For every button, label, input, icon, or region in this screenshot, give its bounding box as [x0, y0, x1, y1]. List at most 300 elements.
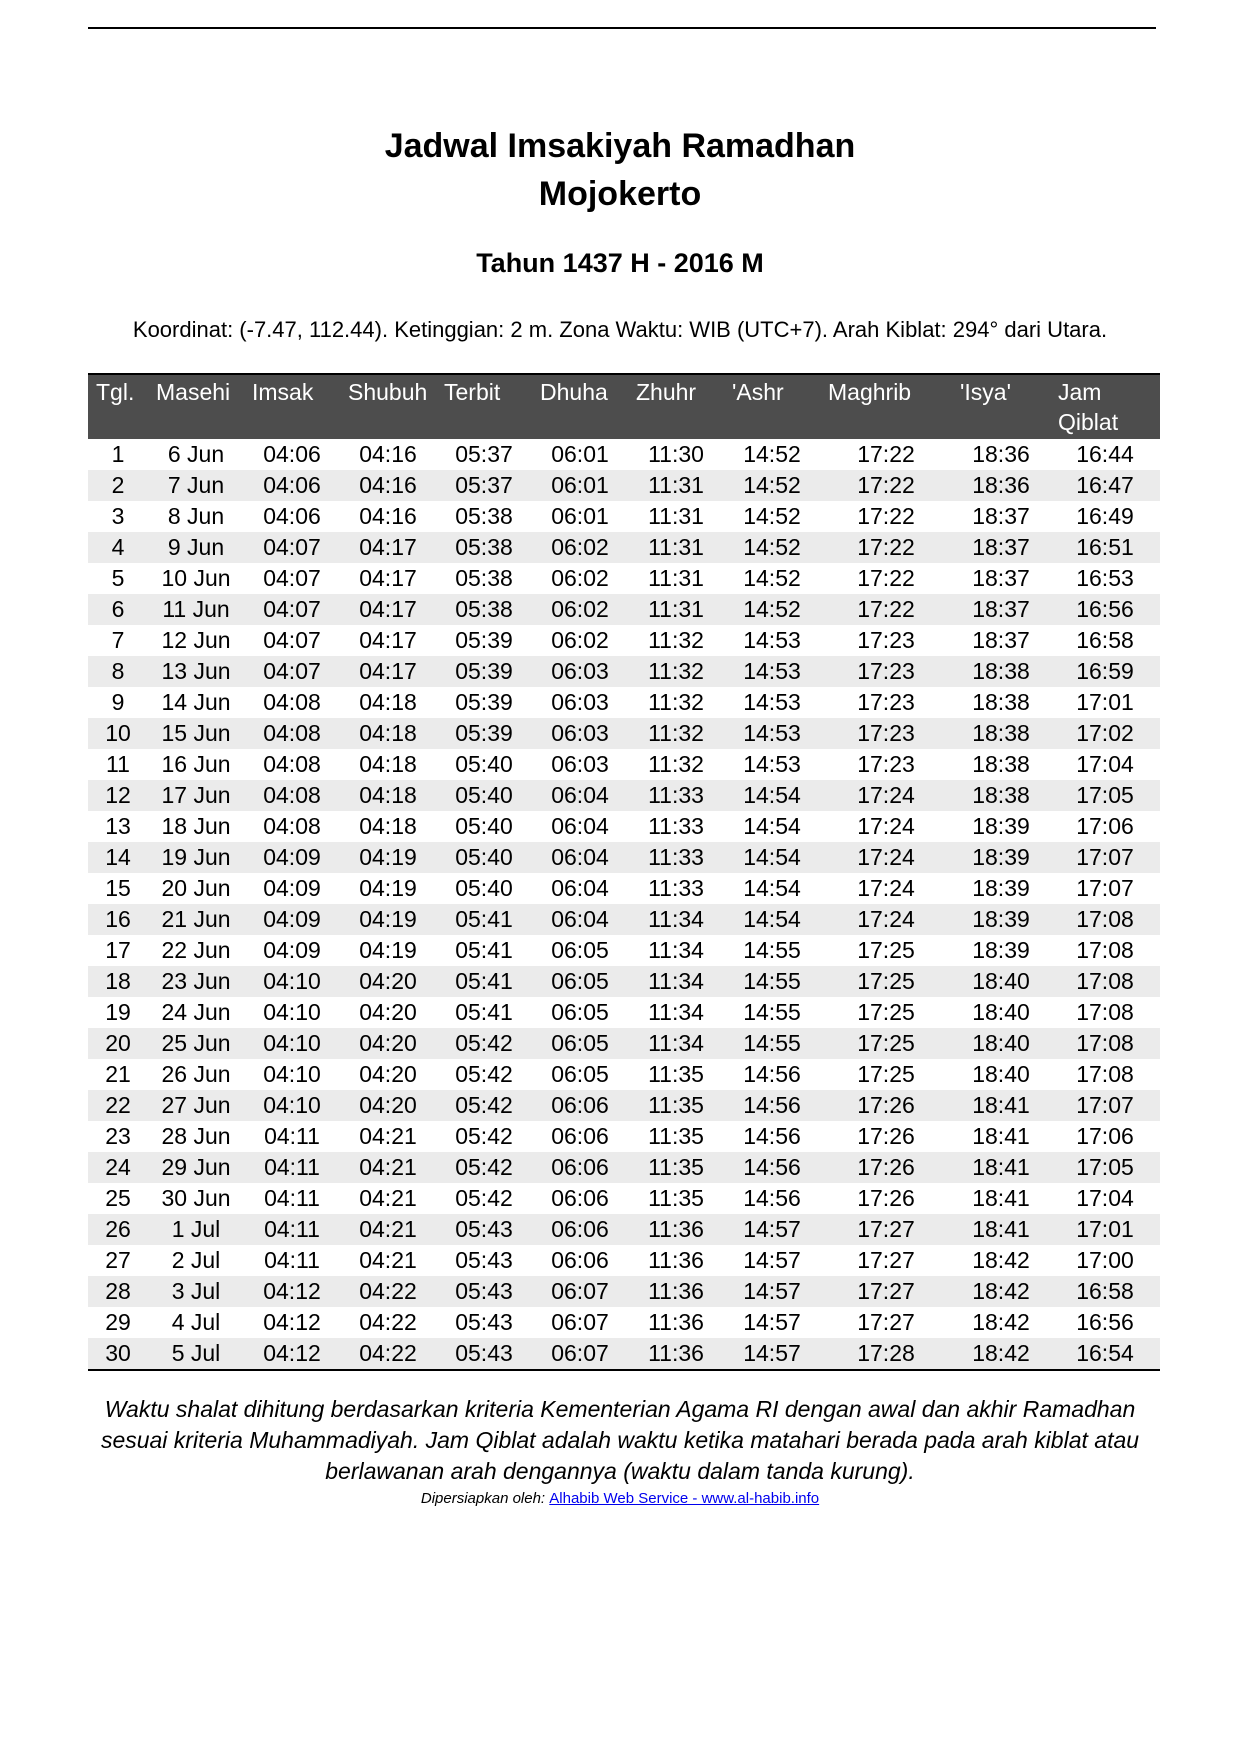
cell-terbit: 05:37: [455, 472, 513, 498]
cell-imsak: 04:10: [263, 1030, 321, 1056]
cell-masehi: 27 Jun: [161, 1092, 231, 1118]
cell-maghrib: 17:24: [857, 813, 915, 839]
cell-shubuh: 04:16: [359, 503, 417, 529]
cell-zhuhr: 11:31: [648, 503, 704, 529]
cell-tgl: 12: [105, 782, 131, 808]
cell-masehi: 30 Jun: [161, 1185, 231, 1211]
cell-masehi: 20 Jun: [161, 875, 231, 901]
cell-zhuhr: 11:31: [648, 596, 704, 622]
table-row: [88, 1121, 1160, 1152]
cell-jam-qiblat: 17:07: [1076, 1092, 1134, 1118]
cell-shubuh: 04:18: [359, 751, 417, 777]
cell-shubuh: 04:19: [359, 875, 417, 901]
cell-dhuha: 06:06: [551, 1185, 609, 1211]
table-row: [88, 842, 1160, 873]
cell-terbit: 05:41: [455, 999, 513, 1025]
cell-imsak: 04:06: [263, 441, 321, 467]
cell-masehi: 21 Jun: [161, 906, 231, 932]
cell-tgl: 4: [111, 534, 125, 560]
cell-maghrib: 17:22: [857, 472, 915, 498]
cell-zhuhr: 11:32: [648, 627, 704, 653]
table-row: [88, 966, 1160, 997]
cell-zhuhr: 11:34: [648, 906, 704, 932]
cell-tgl: 19: [105, 999, 131, 1025]
cell-masehi: 18 Jun: [161, 813, 231, 839]
cell-tgl: 16: [105, 906, 131, 932]
cell-ashr: 14:56: [743, 1092, 801, 1118]
cell-tgl: 29: [105, 1309, 131, 1335]
cell-masehi: 3 Jul: [171, 1278, 221, 1304]
cell-jam-qiblat: 17:05: [1076, 1154, 1134, 1180]
cell-tgl: 27: [105, 1247, 131, 1273]
cell-dhuha: 06:03: [551, 689, 609, 715]
cell-jam-qiblat: 17:06: [1076, 1123, 1134, 1149]
cell-ashr: 14:54: [743, 906, 801, 932]
cell-dhuha: 06:06: [551, 1154, 609, 1180]
cell-tgl: 23: [105, 1123, 131, 1149]
table-row: [88, 935, 1160, 966]
cell-ashr: 14:56: [743, 1154, 801, 1180]
cell-maghrib: 17:23: [857, 627, 915, 653]
cell-maghrib: 17:23: [857, 720, 915, 746]
cell-shubuh: 04:20: [359, 999, 417, 1025]
cell-jam-qiblat: 17:06: [1076, 813, 1134, 839]
cell-ashr: 14:53: [743, 689, 801, 715]
cell-masehi: 1 Jul: [171, 1216, 221, 1242]
cell-tgl: 20: [105, 1030, 131, 1056]
cell-ashr: 14:57: [743, 1309, 801, 1335]
cell-imsak: 04:11: [264, 1123, 320, 1149]
cell-tgl: 9: [111, 689, 125, 715]
cell-isya: 18:41: [972, 1216, 1030, 1242]
cell-isya: 18:40: [972, 968, 1030, 994]
cell-tgl: 14: [105, 844, 131, 870]
cell-maghrib: 17:24: [857, 844, 915, 870]
cell-jam-qiblat: 16:51: [1076, 534, 1134, 560]
cell-terbit: 05:37: [455, 441, 513, 467]
cell-zhuhr: 11:36: [628, 1338, 724, 1370]
cell-masehi: 5 Jul: [148, 1338, 244, 1370]
cell-dhuha: 06:02: [551, 565, 609, 591]
cell-terbit: 05:39: [455, 720, 513, 746]
cell-maghrib: 17:22: [857, 596, 915, 622]
cell-jam-qiblat: 17:02: [1076, 720, 1134, 746]
cell-dhuha: 06:06: [551, 1123, 609, 1149]
table-row: [88, 563, 1160, 594]
table-row: [88, 1183, 1160, 1214]
cell-shubuh: 04:22: [359, 1278, 417, 1304]
cell-dhuha: 06:05: [551, 1061, 609, 1087]
cell-shubuh: 04:19: [359, 937, 417, 963]
cell-terbit: 05:40: [455, 844, 513, 870]
cell-tgl: 8: [111, 658, 125, 684]
cell-isya: 18:39: [972, 906, 1030, 932]
cell-terbit: 05:40: [455, 813, 513, 839]
footnote: Waktu shalat dihitung berdasarkan kriteria Kementerian Agama RI dengan awal dan akhir Ramadhan sesuai kriteria Muhammadiyah. Jam Qiblat adalah waktu ketika matahari berada pada arah kiblat atau berlawanan arah dengannya (waktu dalam tanda kurung).: [100, 1396, 1140, 1484]
cell-jam-qiblat: 17:01: [1076, 1216, 1134, 1242]
cell-ashr: 14:52: [743, 472, 801, 498]
cell-imsak: 04:07: [263, 565, 321, 591]
cell-terbit: 05:42: [455, 1154, 513, 1180]
table-body: [88, 439, 1160, 1370]
table-row: [88, 1152, 1160, 1183]
cell-imsak: 04:08: [263, 720, 321, 746]
cell-dhuha: 06:04: [551, 782, 609, 808]
cell-jam-qiblat: 17:08: [1076, 1030, 1134, 1056]
cell-jam-qiblat: 16:47: [1076, 472, 1134, 498]
cell-dhuha: 06:04: [551, 844, 609, 870]
cell-isya: 18:39: [972, 937, 1030, 963]
cell-imsak: 04:11: [264, 1247, 320, 1273]
cell-maghrib: 17:27: [857, 1278, 915, 1304]
cell-jam-qiblat: 16:56: [1076, 1309, 1134, 1335]
cell-imsak: 04:12: [263, 1309, 321, 1335]
cell-terbit: 05:38: [455, 596, 513, 622]
cell-imsak: 04:09: [263, 937, 321, 963]
cell-shubuh: 04:20: [359, 1061, 417, 1087]
cell-shubuh: 04:18: [359, 689, 417, 715]
cell-imsak: 04:11: [264, 1216, 320, 1242]
cell-shubuh: 04:16: [359, 472, 417, 498]
cell-masehi: 29 Jun: [161, 1154, 231, 1180]
cell-terbit: 05:41: [455, 937, 513, 963]
cell-imsak: 04:07: [263, 627, 321, 653]
cell-zhuhr: 11:35: [648, 1061, 704, 1087]
cell-imsak: 04:07: [263, 534, 321, 560]
cell-masehi: 11 Jun: [162, 596, 230, 622]
cell-ashr: 14:57: [724, 1338, 820, 1370]
cell-ashr: 14:55: [743, 937, 801, 963]
header-dhuha: Dhuha: [532, 374, 628, 439]
cell-maghrib: 17:26: [857, 1123, 915, 1149]
coordinates-info: Koordinat: (-7.47, 112.44). Ketinggian: 2 m. Zona Waktu: WIB (UTC+7). Arah Kiblat: 294° dari Utara.: [132, 317, 1108, 342]
cell-zhuhr: 11:36: [648, 1278, 704, 1304]
cell-ashr: 14:53: [743, 627, 801, 653]
cell-terbit: 05:41: [455, 968, 513, 994]
header-maghrib: Maghrib: [820, 374, 952, 439]
cell-imsak: 04:08: [263, 689, 321, 715]
table-header-row: [88, 374, 1160, 439]
header-isya: 'Isya': [952, 374, 1050, 439]
cell-dhuha: 06:01: [551, 472, 609, 498]
header-imsak: Imsak: [244, 374, 340, 439]
cell-maghrib: 17:25: [857, 999, 915, 1025]
cell-ashr: 14:52: [743, 441, 801, 467]
cell-shubuh: 04:21: [359, 1216, 417, 1242]
cell-isya: 18:37: [972, 627, 1030, 653]
cell-jam-qiblat: 17:00: [1076, 1247, 1134, 1273]
cell-tgl: 21: [105, 1061, 131, 1087]
cell-masehi: 23 Jun: [161, 968, 231, 994]
cell-imsak: 04:10: [263, 1061, 321, 1087]
cell-isya: 18:37: [972, 503, 1030, 529]
cell-isya: 18:42: [972, 1278, 1030, 1304]
cell-maghrib: 17:26: [857, 1154, 915, 1180]
table-row: [88, 997, 1160, 1028]
cell-dhuha: 06:03: [551, 720, 609, 746]
cell-masehi: 24 Jun: [161, 999, 231, 1025]
table-row: [88, 625, 1160, 656]
cell-masehi: 8 Jun: [167, 503, 225, 529]
cell-dhuha: 06:01: [551, 503, 609, 529]
cell-imsak: 04:08: [263, 782, 321, 808]
cell-zhuhr: 11:35: [648, 1185, 704, 1211]
cell-shubuh: 04:16: [359, 441, 417, 467]
cell-tgl: 22: [105, 1092, 131, 1118]
cell-zhuhr: 11:34: [648, 968, 704, 994]
cell-tgl: 10: [105, 720, 131, 746]
cell-tgl: 30: [88, 1338, 148, 1370]
cell-imsak: 04:06: [263, 503, 321, 529]
cell-tgl: 2: [111, 472, 125, 498]
cell-maghrib: 17:23: [857, 751, 915, 777]
cell-tgl: 6: [111, 596, 125, 622]
cell-isya: 18:41: [972, 1185, 1030, 1211]
header-zhuhr: Zhuhr: [628, 374, 724, 439]
cell-isya: 18:39: [972, 875, 1030, 901]
cell-ashr: 14:57: [743, 1216, 801, 1242]
cell-isya: 18:38: [972, 658, 1030, 684]
cell-dhuha: 06:05: [551, 937, 609, 963]
cell-imsak: 04:07: [263, 596, 321, 622]
cell-isya: 18:40: [972, 999, 1030, 1025]
cell-tgl: 25: [105, 1185, 131, 1211]
table-row: [88, 811, 1160, 842]
cell-jam-qiblat: 16:54: [1050, 1338, 1160, 1370]
cell-maghrib: 17:22: [857, 565, 915, 591]
title-line-1: Jadwal Imsakiyah Ramadhan: [384, 127, 856, 165]
cell-shubuh: 04:21: [359, 1185, 417, 1211]
cell-zhuhr: 11:33: [648, 813, 704, 839]
year-subtitle: Tahun 1437 H - 2016 M: [476, 248, 764, 278]
cell-isya: 18:38: [972, 720, 1030, 746]
cell-dhuha: 06:07: [551, 1309, 609, 1335]
cell-shubuh: 04:17: [359, 627, 417, 653]
cell-maghrib: 17:27: [857, 1216, 915, 1242]
cell-zhuhr: 11:33: [648, 844, 704, 870]
cell-maghrib: 17:24: [857, 906, 915, 932]
cell-isya: 18:37: [972, 596, 1030, 622]
cell-dhuha: 06:02: [551, 627, 609, 653]
cell-ashr: 14:56: [743, 1061, 801, 1087]
cell-terbit: 05:38: [455, 503, 513, 529]
table-row: [88, 780, 1160, 811]
cell-dhuha: 06:07: [532, 1338, 628, 1370]
table-row: [88, 1059, 1160, 1090]
cell-zhuhr: 11:34: [648, 1030, 704, 1056]
cell-jam-qiblat: 17:08: [1076, 906, 1134, 932]
cell-maghrib: 17:28: [820, 1338, 952, 1370]
cell-isya: 18:41: [972, 1123, 1030, 1149]
cell-masehi: 6 Jun: [167, 441, 225, 467]
cell-maghrib: 17:27: [857, 1247, 915, 1273]
cell-zhuhr: 11:32: [648, 689, 704, 715]
cell-jam-qiblat: 16:53: [1076, 565, 1134, 591]
cell-isya: 18:36: [972, 441, 1030, 467]
cell-dhuha: 06:05: [551, 999, 609, 1025]
cell-imsak: 04:09: [263, 906, 321, 932]
cell-masehi: 19 Jun: [161, 844, 231, 870]
cell-terbit: 05:39: [455, 658, 513, 684]
cell-tgl: 13: [105, 813, 131, 839]
cell-jam-qiblat: 17:05: [1076, 782, 1134, 808]
cell-jam-qiblat: 16:58: [1076, 1278, 1134, 1304]
cell-terbit: 05:38: [455, 534, 513, 560]
cell-dhuha: 06:02: [551, 534, 609, 560]
cell-tgl: 11: [106, 751, 130, 777]
cell-ashr: 14:52: [743, 503, 801, 529]
cell-shubuh: 04:21: [359, 1247, 417, 1273]
page-title: [0, 122, 1240, 218]
cell-ashr: 14:53: [743, 751, 801, 777]
cell-maghrib: 17:22: [857, 441, 915, 467]
cell-zhuhr: 11:31: [648, 472, 704, 498]
cell-terbit: 05:40: [455, 875, 513, 901]
cell-terbit: 05:40: [455, 782, 513, 808]
cell-jam-qiblat: 17:01: [1076, 689, 1134, 715]
cell-zhuhr: 11:33: [648, 875, 704, 901]
cell-zhuhr: 11:35: [648, 1154, 704, 1180]
table-row: [88, 594, 1160, 625]
cell-isya: 18:42: [952, 1338, 1050, 1370]
cell-maghrib: 17:27: [857, 1309, 915, 1335]
cell-zhuhr: 11:36: [648, 1216, 704, 1242]
cell-imsak: 04:12: [263, 1278, 321, 1304]
cell-masehi: 12 Jun: [161, 627, 231, 653]
cell-ashr: 14:56: [743, 1123, 801, 1149]
cell-dhuha: 06:03: [551, 751, 609, 777]
cell-isya: 18:36: [972, 472, 1030, 498]
credit-prefix: Dipersiapkan oleh:: [420, 1490, 546, 1507]
cell-zhuhr: 11:31: [648, 534, 704, 560]
cell-ashr: 14:54: [743, 875, 801, 901]
cell-zhuhr: 11:36: [648, 1247, 704, 1273]
cell-zhuhr: 11:31: [648, 565, 704, 591]
cell-shubuh: 04:19: [359, 906, 417, 932]
cell-isya: 18:39: [972, 844, 1030, 870]
cell-isya: 18:42: [972, 1247, 1030, 1273]
header-masehi: Masehi: [148, 374, 244, 439]
cell-masehi: 14 Jun: [161, 689, 231, 715]
table-row: [88, 439, 1160, 470]
table-row: [88, 470, 1160, 501]
cell-shubuh: 04:21: [359, 1123, 417, 1149]
cell-jam-qiblat: 17:08: [1076, 1061, 1134, 1087]
table-row: [88, 1245, 1160, 1276]
cell-isya: 18:37: [972, 534, 1030, 560]
cell-dhuha: 06:06: [551, 1216, 609, 1242]
top-rule: [88, 27, 1156, 29]
cell-imsak: 04:10: [263, 999, 321, 1025]
cell-isya: 18:41: [972, 1092, 1030, 1118]
cell-isya: 18:42: [972, 1309, 1030, 1335]
cell-tgl: 17: [105, 937, 131, 963]
cell-isya: 18:40: [972, 1030, 1030, 1056]
cell-terbit: 05:42: [455, 1030, 513, 1056]
cell-imsak: 04:08: [263, 813, 321, 839]
cell-shubuh: 04:18: [359, 720, 417, 746]
cell-dhuha: 06:04: [551, 813, 609, 839]
cell-ashr: 14:52: [743, 596, 801, 622]
credit-link[interactable]: Alhabib Web Service - www.al-habib.info: [549, 1490, 820, 1507]
cell-tgl: 28: [105, 1278, 131, 1304]
table-row: [88, 1307, 1160, 1338]
cell-tgl: 5: [111, 565, 125, 591]
cell-zhuhr: 11:32: [648, 720, 704, 746]
table-row: [88, 1090, 1160, 1121]
header-terbit: Terbit: [436, 374, 532, 439]
table-row: [88, 656, 1160, 687]
cell-masehi: 7 Jun: [167, 472, 225, 498]
cell-imsak: 04:12: [244, 1338, 340, 1370]
cell-zhuhr: 11:32: [648, 751, 704, 777]
table-row: [88, 1028, 1160, 1059]
cell-imsak: 04:07: [263, 658, 321, 684]
cell-tgl: 1: [111, 441, 125, 467]
cell-ashr: 14:54: [743, 782, 801, 808]
header-jam-qiblat: Jam Qiblat: [1050, 374, 1160, 439]
cell-jam-qiblat: 17:08: [1076, 999, 1134, 1025]
cell-isya: 18:39: [972, 813, 1030, 839]
cell-imsak: 04:08: [263, 751, 321, 777]
cell-tgl: 7: [111, 627, 125, 653]
cell-maghrib: 17:24: [857, 875, 915, 901]
schedule-table: [88, 373, 1160, 1371]
cell-shubuh: 04:20: [359, 1030, 417, 1056]
cell-shubuh: 04:20: [359, 1092, 417, 1118]
cell-tgl: 24: [105, 1154, 131, 1180]
cell-shubuh: 04:17: [359, 565, 417, 591]
cell-isya: 18:38: [972, 689, 1030, 715]
cell-ashr: 14:53: [743, 720, 801, 746]
cell-jam-qiblat: 16:59: [1076, 658, 1134, 684]
cell-shubuh: 04:20: [359, 968, 417, 994]
table-row: [88, 532, 1160, 563]
cell-masehi: 10 Jun: [161, 565, 231, 591]
cell-shubuh: 04:21: [359, 1154, 417, 1180]
cell-masehi: 2 Jul: [171, 1247, 221, 1273]
cell-terbit: 05:43: [455, 1247, 513, 1273]
table-row: [88, 1276, 1160, 1307]
cell-zhuhr: 11:36: [648, 1309, 704, 1335]
table-row: [88, 749, 1160, 780]
cell-maghrib: 17:24: [857, 782, 915, 808]
cell-zhuhr: 11:35: [648, 1123, 704, 1149]
credit-line: [0, 1490, 1240, 1507]
cell-tgl: 26: [105, 1216, 131, 1242]
cell-terbit: 05:39: [455, 627, 513, 653]
table-row: [88, 501, 1160, 532]
cell-ashr: 14:54: [743, 844, 801, 870]
cell-maghrib: 17:26: [857, 1185, 915, 1211]
cell-zhuhr: 11:30: [648, 441, 704, 467]
cell-terbit: 05:43: [436, 1338, 532, 1370]
cell-ashr: 14:55: [743, 968, 801, 994]
cell-shubuh: 04:17: [359, 534, 417, 560]
header-ashr: 'Ashr: [724, 374, 820, 439]
cell-isya: 18:41: [972, 1154, 1030, 1180]
cell-tgl: 18: [105, 968, 131, 994]
cell-masehi: 22 Jun: [161, 937, 231, 963]
cell-zhuhr: 11:32: [648, 658, 704, 684]
header-shubuh: Shubuh: [340, 374, 436, 439]
cell-ashr: 14:57: [743, 1278, 801, 1304]
cell-maghrib: 17:22: [857, 534, 915, 560]
cell-jam-qiblat: 16:58: [1076, 627, 1134, 653]
cell-shubuh: 04:17: [359, 658, 417, 684]
cell-jam-qiblat: 17:04: [1076, 1185, 1134, 1211]
cell-terbit: 05:42: [455, 1123, 513, 1149]
